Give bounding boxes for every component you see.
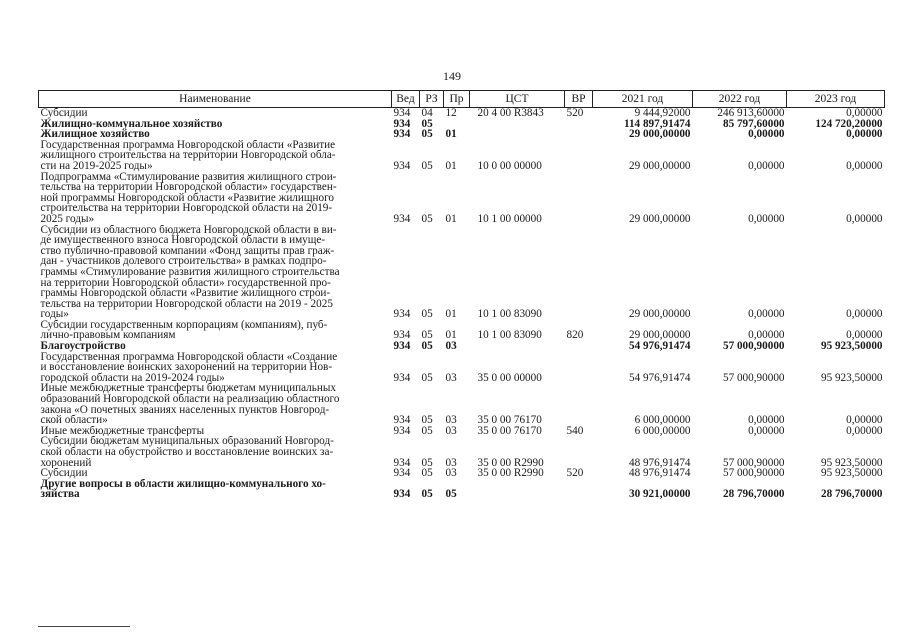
row-vr	[565, 129, 593, 140]
row-name: Субсидии	[40, 107, 88, 119]
row-ved: 934	[393, 212, 411, 225]
row-name: Иные межбюджетные трансферты бюджетам муниципальных образований Новгородской области на реализацию областного закона «О почетных званиях населенных пунктов Новгород- ской области»	[40, 383, 340, 426]
row-pr: 03	[445, 468, 457, 479]
row-amount-2023: 0,00000	[846, 425, 883, 437]
row-amount-2021: 54 976,91474	[628, 341, 691, 352]
row-amount-2021: 29 000,00000	[628, 329, 691, 342]
row-amount-2022: 0,00000	[748, 329, 785, 342]
table-row	[39, 341, 885, 352]
row-amount-2023: 0,00000	[846, 329, 883, 342]
row-name: Субсидии	[40, 468, 88, 479]
row-amount-2021: 54 976,91474	[628, 371, 691, 384]
row-rz: 05	[421, 456, 433, 469]
row-ved: 934	[393, 371, 411, 384]
row-ved: 934	[393, 107, 411, 119]
row-ved: 934	[393, 468, 411, 479]
row-amount-2021: 48 976,91474	[628, 456, 691, 469]
table-row	[39, 426, 885, 437]
header-2021: 2021 год	[593, 91, 693, 108]
row-pr: 12	[445, 107, 457, 119]
row-pr: 01	[445, 159, 457, 172]
row-pr: 03	[445, 371, 457, 384]
row-amount-2021: 9 444,92000	[634, 107, 691, 119]
row-rz: 05	[421, 159, 433, 172]
row-cst: 10 1 00 83090	[477, 329, 542, 342]
row-amount-2023: 0,00000	[846, 129, 883, 140]
row-amount-2021: 29 000,00000	[628, 159, 691, 172]
row-amount-2022: 0,00000	[748, 129, 785, 140]
row-ved: 934	[393, 308, 411, 320]
row-vr	[565, 352, 593, 384]
row-cst: 35 0 00 R2990	[477, 468, 544, 479]
row-amount-2022: 57 000,90000	[722, 468, 785, 479]
row-vr	[565, 172, 593, 225]
table-row	[39, 479, 885, 500]
row-amount-2022: 0,00000	[748, 159, 785, 172]
row-ved: 934	[393, 425, 411, 437]
row-amount-2023: 28 796,70000	[820, 488, 883, 500]
header-ved: Вед	[392, 91, 420, 108]
row-vr	[565, 225, 593, 320]
row-ved: 934	[393, 329, 411, 342]
row-amount-2022: 57 000,90000	[722, 371, 785, 384]
row-name: Жилищно-коммунальное хозяйство	[40, 118, 223, 130]
row-name: Субсидии из областного бюджета Новгородской области в ви- де имущественного взноса Новгородской области в имуще- ство публично-правовой компании «Фонд защиты прав граж- дан - участников долевого строительства» в рамках подпро- граммы «Стимулирование развития жилищного строительства на территории Новгородской области» государственной про- граммы Новгородской области «Развитие жилищного строи- тельства на территории Новгородской области на 2019 - 2025 годы»	[40, 224, 340, 320]
header-rz: РЗ	[420, 91, 444, 108]
table-row	[39, 468, 885, 479]
row-pr: 03	[445, 341, 457, 352]
row-cst	[470, 341, 565, 352]
row-pr: 05	[445, 488, 457, 500]
row-pr: 03	[445, 414, 457, 426]
row-amount-2022: 57 000,90000	[722, 456, 785, 469]
row-ved: 934	[393, 488, 411, 500]
header-cst: ЦСТ	[470, 91, 565, 108]
page-number: 149	[443, 69, 461, 83]
row-rz: 05	[421, 329, 433, 342]
row-rz: 05	[421, 118, 433, 130]
row-amount-2023: 124 720,20000	[815, 118, 883, 130]
row-name: Иные межбюджетные трансферты	[40, 425, 205, 437]
row-vr: 540	[566, 425, 584, 437]
header-pr: Пр	[444, 91, 470, 108]
row-amount-2022: 246 913,60000	[717, 107, 785, 119]
row-amount-2023: 0,00000	[846, 159, 883, 172]
row-amount-2021: 30 921,00000	[628, 488, 691, 500]
header-name: Наименование	[39, 91, 392, 108]
row-amount-2021: 29 000,00000	[628, 308, 691, 320]
row-cst: 10 1 00 00000	[477, 212, 542, 225]
row-cst: 35 0 00 76170	[477, 414, 542, 426]
row-rz: 05	[421, 425, 433, 437]
row-cst	[470, 479, 565, 500]
row-amount-2021: 114 897,91474	[623, 118, 691, 130]
row-rz: 05	[421, 488, 433, 500]
row-amount-2022: 85 797,60000	[722, 118, 785, 130]
row-amount-2023: 95 923,50000	[820, 456, 883, 469]
row-name: Субсидии бюджетам муниципальных образований Новгород- ской области на обустройство и восстановление воинских за- хоронений	[40, 436, 334, 469]
row-rz: 05	[421, 414, 433, 426]
table-row	[39, 352, 885, 384]
table-row	[39, 436, 885, 468]
table-row	[39, 129, 885, 140]
row-amount-2023: 0,00000	[846, 107, 883, 119]
row-amount-2022: 0,00000	[748, 414, 785, 426]
row-pr: 01	[445, 329, 457, 342]
table-row	[39, 108, 885, 119]
row-vr	[565, 479, 593, 500]
row-amount-2021: 29 000,00000	[628, 212, 691, 225]
row-vr	[565, 383, 593, 425]
row-name: Субсидии государственным корпорациям (компаниям), пуб- лично-правовым компаниям	[40, 319, 328, 342]
row-amount-2023: 0,00000	[846, 308, 883, 320]
row-ved: 934	[393, 129, 411, 140]
table-row	[39, 225, 885, 320]
row-pr: 03	[445, 425, 457, 437]
row-amount-2021: 6 000,00000	[634, 414, 691, 426]
budget-table	[38, 90, 885, 500]
row-vr: 520	[566, 468, 584, 479]
row-ved: 934	[393, 414, 411, 426]
header-vr: ВР	[565, 91, 593, 108]
row-ved: 934	[393, 159, 411, 172]
row-cst	[470, 119, 565, 130]
row-vr	[565, 119, 593, 130]
row-pr: 01	[445, 308, 457, 320]
row-vr	[565, 436, 593, 468]
row-cst	[470, 129, 565, 140]
row-vr	[565, 140, 593, 172]
table-row	[39, 172, 885, 225]
header-2022: 2022 год	[693, 91, 787, 108]
row-rz: 05	[421, 212, 433, 225]
row-amount-2023: 0,00000	[846, 414, 883, 426]
row-rz: 05	[421, 371, 433, 384]
row-amount-2021: 29 000,00000	[628, 129, 691, 140]
row-rz: 05	[421, 129, 433, 140]
row-vr: 520	[566, 107, 584, 119]
row-amount-2022: 0,00000	[748, 425, 785, 437]
row-amount-2022: 0,00000	[748, 212, 785, 225]
row-name: Жилищное хозяйство	[40, 129, 150, 140]
header-2023: 2023 год	[787, 91, 885, 108]
row-name: Другие вопросы в области жилищно-коммунального хо- зяйства	[40, 478, 326, 500]
row-amount-2023: 95 923,50000	[820, 371, 883, 384]
row-amount-2022: 57 000,90000	[722, 341, 785, 352]
row-rz: 05	[421, 308, 433, 320]
row-vr: 820	[566, 329, 584, 342]
footnote-rule	[38, 626, 130, 627]
row-amount-2023: 95 923,50000	[820, 468, 883, 479]
row-pr: 01	[445, 212, 457, 225]
row-name: Государственная программа Новгородской области «Развитие жилищного строительства на территории Новгородской обла- сти на 2019-2025 годы»	[40, 139, 336, 172]
table-row	[39, 320, 885, 341]
row-amount-2021: 6 000,00000	[634, 425, 691, 437]
row-rz: 05	[421, 468, 433, 479]
table-body	[39, 108, 885, 500]
row-amount-2023: 0,00000	[846, 212, 883, 225]
row-name: Государственная программа Новгородской области «Создание и восстановление воинских захоронений на территории Нов- городской области на 2019-2024 годы»	[40, 351, 338, 384]
row-name: Благоустройство	[40, 341, 126, 352]
row-ved: 934	[393, 118, 411, 130]
row-pr: 03	[445, 456, 457, 469]
row-amount-2023: 95 923,50000	[820, 341, 883, 352]
table-row	[39, 140, 885, 172]
row-ved: 934	[393, 341, 411, 352]
row-vr	[565, 341, 593, 352]
row-rz: 05	[421, 341, 433, 352]
table-row	[39, 119, 885, 130]
row-rz: 04	[421, 107, 433, 119]
row-cst: 35 0 00 76170	[477, 425, 542, 437]
row-amount-2022: 28 796,70000	[722, 488, 785, 500]
row-cst: 10 1 00 83090	[477, 308, 542, 320]
row-name: Подпрограмма «Стимулирование развития жилищного строи- тельства на территории Новгородской области» государствен- ной программы Новгородской области «Развитие жилищного строительства на территории Новгородской области на 2019- 2025 годы»	[40, 171, 337, 225]
row-cst: 35 0 00 R2990	[477, 456, 544, 469]
row-pr	[444, 119, 470, 130]
row-cst: 35 0 00 00000	[477, 371, 542, 384]
row-amount-2022: 0,00000	[748, 308, 785, 320]
table-header	[39, 91, 885, 108]
row-cst: 20 4 00 R3843	[477, 107, 544, 119]
row-cst: 10 0 00 00000	[477, 159, 542, 172]
table-row	[39, 383, 885, 425]
row-ved: 934	[393, 456, 411, 469]
row-pr: 01	[445, 129, 457, 140]
row-amount-2021: 48 976,91474	[628, 468, 691, 479]
